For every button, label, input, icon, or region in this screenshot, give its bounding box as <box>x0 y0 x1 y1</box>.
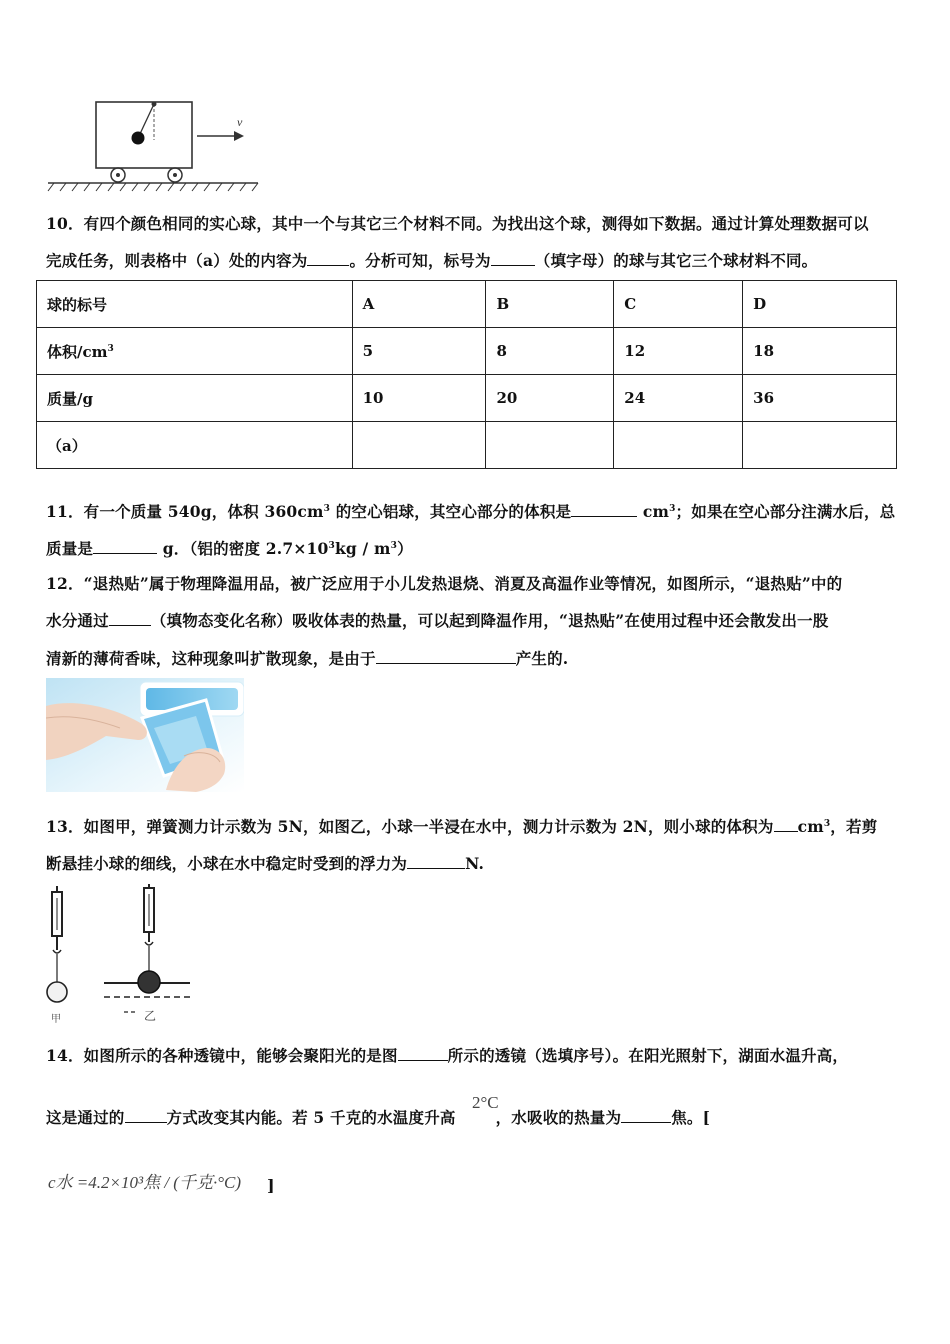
q13-blank-volume[interactable] <box>774 817 798 832</box>
cart-pendulum-figure <box>44 96 264 196</box>
q10-blank-a[interactable] <box>307 251 349 266</box>
q14-blank-heat[interactable] <box>621 1108 671 1123</box>
q10-blank-b[interactable] <box>491 251 535 266</box>
q14-line1: 14．如图所示的各种透镜中，能够会聚阳光的是图 所示的透镜（选填序号）。在阳光照射下，湖面水温升高， <box>46 1046 849 1065</box>
table-cell: 球的标号 <box>37 281 353 328</box>
table-cell: 8 <box>486 328 614 375</box>
table-cell: A <box>352 281 486 328</box>
fever-patch-photo <box>46 678 244 792</box>
q14-blank-lens[interactable] <box>398 1046 448 1061</box>
table-cell[interactable] <box>486 422 614 469</box>
q12-line3: 清新的薄荷香味，这种现象叫扩散现象，是由于 产生的. <box>46 649 569 668</box>
spring-scale-figure <box>40 884 200 1028</box>
table-row <box>37 422 897 469</box>
q14-blank-method[interactable] <box>125 1108 167 1123</box>
table-cell: C <box>614 281 743 328</box>
temperature-rise: 2°C <box>472 1093 499 1112</box>
closing-bracket: ] <box>267 1176 275 1195</box>
table-cell: D <box>743 281 897 328</box>
q10-line1: 10．有四个颜色相同的实心球，其中一个与其它三个材料不同。为找出这个球，测得如下数据。通过计算处理数据可以 <box>46 214 869 233</box>
table-cell: 36 <box>743 375 897 422</box>
q12-line2: 水分通过 （填物态变化名称）吸收体表的热量，可以起到降温作用，“退热贴”在使用过程中还会散发出一股 <box>46 611 829 630</box>
table-cell: 质量/g <box>37 375 353 422</box>
table-cell[interactable] <box>352 422 486 469</box>
q12-blank-reason[interactable] <box>376 649 516 664</box>
specific-heat-formula: c水 =4.2×10³焦 / (千克·°C) <box>48 1173 242 1192</box>
table-cell: （a） <box>37 422 353 469</box>
fig-label-yi: 乙 <box>144 1009 157 1023</box>
table-cell: 12 <box>614 328 743 375</box>
table-cell[interactable] <box>614 422 743 469</box>
q14-line2: 这是通过的 方式改变其内能。若 5 千克的水温度升高 ，水吸收的热量为 焦。[ <box>46 1108 711 1127</box>
q11-blank-volume[interactable] <box>571 502 637 517</box>
table-cell: 20 <box>486 375 614 422</box>
q11-line2: 质量是 g．（铝的密度 $2.7\times 10^3kg / m^3$） <box>46 539 413 558</box>
table-cell: 10 <box>352 375 486 422</box>
q13-line1: 13．如图甲，弹簧测力计示数为 5N，如图乙，小球一半浸在水中，测力计示数为 2N，则小球的体积为 $cm^3$，若剪 <box>46 817 878 836</box>
table-cell: 体积$/cm^3$ <box>37 328 353 375</box>
q12-blank-phase-change[interactable] <box>109 611 151 626</box>
q11-blank-mass[interactable] <box>93 539 157 554</box>
q11-line1: 11．有一个质量 540g，体积 $360cm^3$ 的空心铝球，其空心部分的体积是 $cm^3$；如果在空心部分注满水后，总 <box>46 502 896 521</box>
q10-line2: 完成任务，则表格中（a）处的内容为 。分析可知，标号为 （填字母）的球与其它三个球材料不同。 <box>46 251 818 270</box>
table-cell: B <box>486 281 614 328</box>
q13-blank-buoyancy[interactable] <box>407 854 465 869</box>
q13-line2: 断悬挂小球的细线，小球在水中稳定时受到的浮力为 N. <box>46 854 485 873</box>
fig-label-jia: 甲 <box>51 1014 61 1025</box>
table-cell[interactable] <box>743 422 897 469</box>
table-row <box>37 328 897 375</box>
table-cell: 24 <box>614 375 743 422</box>
velocity-label: v <box>237 115 243 129</box>
table-row <box>37 281 897 328</box>
q12-line1: 12．“退热贴”属于物理降温用品，被广泛应用于小儿发热退烧、消夏及高温作业等情况，如图所示，“退热贴”中的 <box>46 574 843 593</box>
ball-data-table <box>36 280 897 469</box>
table-cell: 18 <box>743 328 897 375</box>
table-cell: 5 <box>352 328 486 375</box>
table-row <box>37 375 897 422</box>
